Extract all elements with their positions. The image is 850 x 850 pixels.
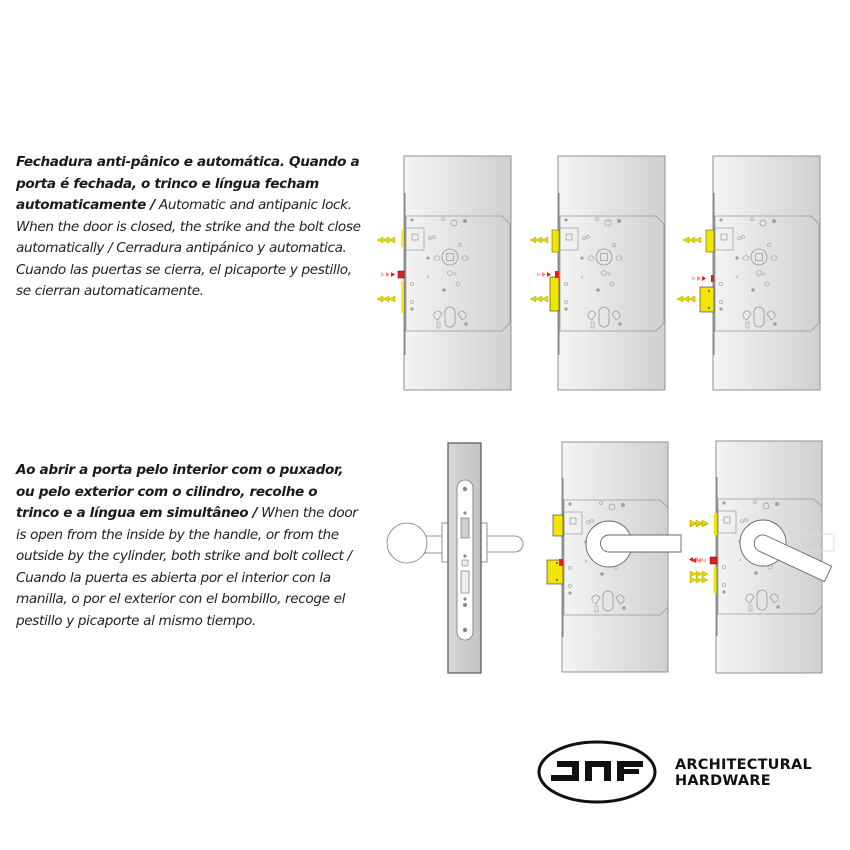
arrow-left-icon — [677, 296, 695, 302]
jnf-logo-icon — [535, 737, 660, 807]
description-simultaneous-open-en-es: When the door is open from the inside by the handle, or from the outside by the cylinder, both strike and bolt collect / Cuando la puerta es abierta por el interior con la manilla, o por el exterior con el bombillo, recoge el pestillo y picaporte al mismo tiempo. — [16, 505, 358, 629]
arrow-left-icon — [530, 237, 548, 243]
arrow-right-icon — [690, 571, 708, 577]
brand-tagline — [675, 757, 812, 789]
arrow-left-icon — [377, 296, 395, 302]
door-closing-step-2 — [530, 156, 665, 390]
door-closing-step-1 — [377, 156, 511, 390]
arrow-left-red-icon — [692, 558, 706, 563]
arrow-right-icon — [690, 577, 708, 583]
brand-line-1: ARCHITECTURAL — [675, 757, 812, 773]
door-closing-step-3 — [677, 156, 820, 390]
door-opening-step-1 — [547, 442, 708, 672]
arrow-left-icon — [530, 296, 548, 302]
brand-block — [535, 737, 835, 807]
brand-line-2: HARDWARE — [675, 773, 771, 789]
arrow-left-icon — [377, 237, 395, 243]
door-opening-step-2 — [690, 441, 834, 673]
description-auto-close-en-es: Automatic and antipanic lock. When the door is closed, the strike and the bolt close automatically / Cerradura antipánico y automatica. Cuando las puertas se cierra, el picaporte y pestillo, se cierran automaticamente. — [16, 197, 361, 299]
arrow-left-icon — [683, 237, 701, 243]
arrow-right-red-icon — [692, 276, 706, 281]
description-auto-close-pt: Fechadura anti-pânico e automática. Quando a porta é fechada, o trinco e língua fecham automaticamente / — [16, 154, 360, 213]
arrow-right-red-icon — [537, 272, 551, 277]
lock-faceplate-side-view — [387, 443, 523, 673]
description-simultaneous-open-pt: Ao abrir a porta pelo interior com o puxador, ou pelo exterior com o cilindro, recolhe o trinco e a língua em simultâneo / — [16, 462, 344, 521]
arrow-right-red-icon — [381, 272, 395, 277]
